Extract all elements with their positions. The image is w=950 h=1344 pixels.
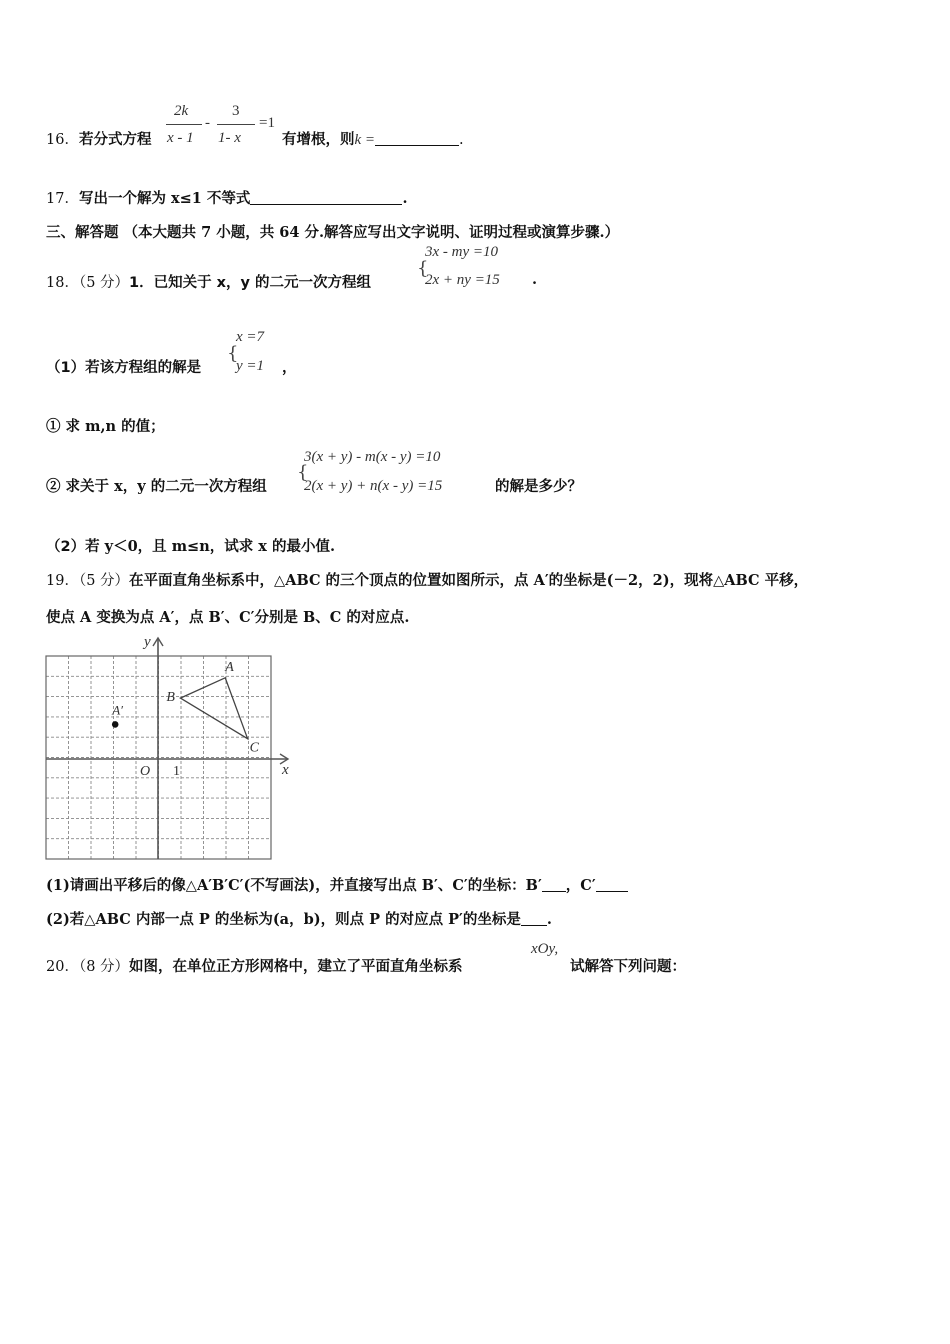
q18-part1-line: （1）若该方程组的解是 [46, 359, 202, 376]
origin-label: O [140, 764, 151, 779]
y-axis-label: y [144, 634, 151, 650]
q16-number: 16． [46, 132, 79, 148]
q20-coord-system: xOy, [531, 941, 559, 957]
q18-sub2: ② 求关于 x，y 的二元一次方程组 [46, 478, 267, 495]
q20-end: 试解答下列问题： [570, 958, 686, 975]
q16-line [46, 128, 151, 149]
q16-frac1-numerator: 2k [174, 103, 189, 119]
q16-frac2-numerator: 3 [232, 103, 240, 119]
q18-system2-brace: { [297, 462, 309, 483]
q18-line [46, 271, 371, 292]
q16-answer-blank[interactable] [375, 131, 459, 146]
q19-p-prime-blank[interactable] [521, 911, 547, 926]
q19-line2: 使点 A 变换为点 A′，点 B′、C′分别是 B、C 的对应点. [46, 609, 410, 626]
q19-part1: (1)请画出平移后的像△A′B′C′(不写画法)，并直接写出点 B′、C′的坐标：B′ ，C′ [46, 874, 628, 895]
q18-sub2-end: 的解是多少？ [495, 478, 582, 495]
q18-part2-line: （2）若 y＜0，且 m≤n，试求 x 的最小值. [46, 538, 336, 555]
q18-system-line2: 2x + ny =15 [425, 272, 500, 288]
q16-frac2-denominator: 1- x [218, 130, 241, 146]
q19-c-prime-blank[interactable] [596, 877, 628, 892]
q16-minus: - [205, 115, 210, 131]
q16-tail: 有增根，则k = . [282, 131, 464, 148]
q16-prefix: 若分式方程 [78, 131, 152, 148]
unit-label: 1 [173, 764, 180, 779]
q18-system2-line2: 2(x + y) + n(x - y) =15 [304, 478, 443, 494]
q16-frac1-bar [166, 124, 202, 125]
q18-system-line1: 3x - my =10 [425, 244, 499, 260]
q20-text: 如图，在单位正方形网格中，建立了平面直角坐标系 [129, 958, 463, 975]
q18-number: 18．（5 分） [46, 275, 130, 291]
q19-part2: (2)若△ABC 内部一点 P 的坐标为(a，b)，则点 P 的对应点 P′的坐标是 . [46, 911, 552, 928]
q18-sub1: ① 求 m,n 的值； [46, 418, 165, 435]
q16-equals-one: =1 [259, 115, 275, 131]
q18-solution-line2: y =1 [236, 358, 265, 374]
x-axis-label: x [282, 762, 289, 778]
point-a-prime-label: A′ [112, 702, 123, 718]
q18-solution-line1: x =7 [236, 329, 265, 345]
q18-part1-end: ， [282, 359, 297, 376]
point-a-label: A [225, 659, 234, 675]
point-c-label: C [249, 740, 259, 756]
q16-frac2-bar [217, 124, 255, 125]
section3-title: 三、解答题 （本大题共 7 小题，共 64 分.解答应写出文字说明、证明过程或演算步骤.） [46, 224, 620, 241]
q18-system2-line1: 3(x + y) - m(x - y) =10 [304, 449, 441, 465]
q19-b-prime-blank[interactable] [542, 877, 566, 892]
coordinate-grid-figure [44, 632, 294, 862]
q19-number: 19．（5 分） [46, 573, 130, 589]
point-a-prime [112, 721, 119, 728]
q18-stem: 1．已知关于 x，y 的二元一次方程组 [129, 275, 372, 291]
q18-solution-brace: { [227, 343, 239, 364]
q20-line [46, 955, 463, 976]
q17-line: 17．写出一个解为 x≤1 不等式 . [46, 190, 408, 207]
q17-number: 17． [46, 191, 79, 207]
triangle-abc [180, 678, 247, 739]
q16-frac1-denominator: x - 1 [167, 130, 194, 146]
q18-stem-end: . [532, 271, 538, 288]
q19-text1: 在平面直角坐标系中，△ABC 的三个顶点的位置如图所示，点 A′的坐标是(－2，2)，现将△ABC 平移， [129, 572, 809, 589]
point-b-label: B [166, 690, 175, 706]
q17-text: 写出一个解为 x≤1 不等式 [78, 190, 251, 207]
q19-line1 [46, 569, 808, 590]
q17-answer-blank[interactable] [250, 190, 402, 205]
q20-number: 20．（8 分） [46, 959, 130, 975]
q18-system-brace: { [417, 258, 429, 279]
